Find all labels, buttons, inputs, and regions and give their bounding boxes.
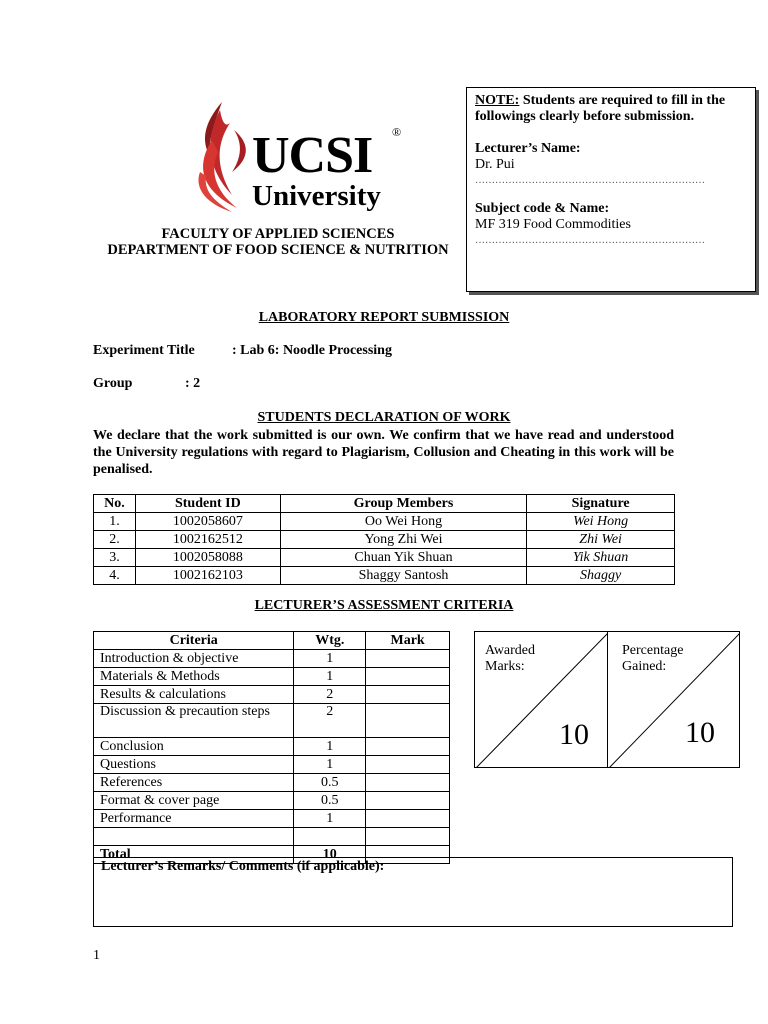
criteria-name: Questions [94, 756, 294, 774]
criteria-weight: 1 [294, 738, 366, 756]
table-row [94, 650, 450, 668]
note-body: Students are required to fill in the followings clearly before submission. [475, 93, 726, 124]
table-row [94, 810, 450, 828]
lecturer-name: Dr. Pui [475, 157, 515, 172]
declaration-text: We declare that the work submitted is our own. We confirm that we have read and understood the University regulations with regard to Plagiarism, Collusion and Cheating in this work will be penalised. [93, 428, 674, 477]
criteria-weight: 2 [294, 686, 366, 704]
row-signature: Zhi Wei [527, 531, 675, 549]
subject-name: MF 319 Food Commodities [475, 217, 631, 232]
percentage-box [607, 631, 740, 768]
header-weight: Wtg. [294, 632, 366, 650]
row-no: 4. [94, 567, 136, 585]
total-label: Total [94, 846, 294, 864]
criteria-name: Introduction & objective [94, 650, 294, 668]
header-mark: Mark [366, 632, 450, 650]
table-row [94, 756, 450, 774]
header-signature: Signature [527, 495, 675, 513]
criteria-weight: 1 [294, 810, 366, 828]
percentage-label [622, 643, 683, 675]
table-row [94, 704, 450, 738]
header-criteria: Criteria [94, 632, 294, 650]
row-student-id: 1002162512 [135, 531, 280, 549]
header-student-id: Student ID [135, 495, 280, 513]
logo-wordmark: UCSI [252, 127, 373, 184]
awarded-label-line1: Awarded [485, 643, 536, 658]
group-label: Group [93, 376, 133, 391]
experiment-label: Experiment Title [93, 343, 195, 358]
criteria-name: References [94, 774, 294, 792]
row-member: Oo Wei Hong [280, 513, 526, 531]
criteria-mark [366, 738, 450, 756]
table-row [94, 513, 675, 531]
criteria-weight: 0.5 [294, 792, 366, 810]
table-row [94, 738, 450, 756]
table-header-row [94, 632, 450, 650]
row-member: Chuan Yik Shuan [280, 549, 526, 567]
criteria-name: Conclusion [94, 738, 294, 756]
subject-label: Subject code & Name: [475, 201, 610, 216]
declaration-heading: STUDENTS DECLARATION OF WORK [257, 410, 511, 425]
table-row [94, 531, 675, 549]
remarks-box[interactable] [93, 857, 733, 927]
total-value: 10 [294, 846, 366, 864]
criteria-mark [366, 792, 450, 810]
experiment-title: : Lab 6: Noodle Processing [232, 343, 392, 358]
percentage-label-line1: Percentage [622, 643, 684, 658]
table-row [94, 792, 450, 810]
awarded-value: 10 [559, 718, 589, 751]
table-row [94, 686, 450, 704]
percentage-value: 10 [685, 716, 715, 749]
row-member: Yong Zhi Wei [280, 531, 526, 549]
remarks-label: Lecturer’s Remarks/ Comments (if applicable): [101, 859, 385, 874]
note-label: NOTE: [475, 93, 520, 108]
criteria-weight: 1 [294, 650, 366, 668]
page-number: 1 [93, 948, 100, 963]
subject-dots: …………………………………………………………… [475, 235, 705, 246]
criteria-weight: 2 [294, 704, 366, 738]
row-student-id: 1002058088 [135, 549, 280, 567]
criteria-mark [366, 756, 450, 774]
criteria-mark [366, 650, 450, 668]
criteria-table [93, 631, 450, 864]
criteria-mark [366, 704, 450, 738]
criteria-name: Results & calculations [94, 686, 294, 704]
criteria-mark [366, 810, 450, 828]
row-no: 2. [94, 531, 136, 549]
table-row [94, 549, 675, 567]
logo-subtitle: University [252, 180, 381, 212]
table-row [94, 828, 450, 846]
row-member: Shaggy Santosh [280, 567, 526, 585]
criteria-name: Performance [94, 810, 294, 828]
criteria-weight [294, 828, 366, 846]
criteria-weight: 0.5 [294, 774, 366, 792]
criteria-weight: 1 [294, 668, 366, 686]
row-no: 1. [94, 513, 136, 531]
registered-mark: ® [392, 125, 402, 139]
row-signature: Wei Hong [527, 513, 675, 531]
criteria-name: Format & cover page [94, 792, 294, 810]
note-box [466, 87, 756, 292]
criteria-name: Discussion & precaution steps [94, 704, 294, 738]
lecturer-dots: …………………………………………………………… [475, 175, 705, 186]
table-row [94, 567, 675, 585]
row-student-id: 1002058607 [135, 513, 280, 531]
table-header-row [94, 495, 675, 513]
criteria-name [94, 828, 294, 846]
percentage-label-line2: Gained: [622, 659, 667, 674]
table-row [94, 668, 450, 686]
awarded-label [485, 643, 535, 675]
criteria-weight: 1 [294, 756, 366, 774]
awarded-marks-box [474, 631, 608, 768]
note-text [475, 93, 747, 125]
criteria-name: Materials & Methods [94, 668, 294, 686]
criteria-mark [366, 668, 450, 686]
report-heading: LABORATORY REPORT SUBMISSION [258, 310, 510, 325]
header-no: No. [94, 495, 136, 513]
lecturer-label: Lecturer’s Name: [475, 141, 581, 156]
row-student-id: 1002162103 [135, 567, 280, 585]
row-signature: Shaggy [527, 567, 675, 585]
awarded-label-line2: Marks: [485, 659, 525, 674]
assessment-heading: LECTURER’S ASSESSMENT CRITERIA [254, 598, 514, 613]
faculty-name: FACULTY OF APPLIED SCIENCES [161, 226, 395, 242]
table-row [94, 774, 450, 792]
department-name: DEPARTMENT OF FOOD SCIENCE & NUTRITION [107, 242, 449, 258]
row-signature: Yik Shuan [527, 549, 675, 567]
criteria-mark [366, 686, 450, 704]
row-no: 3. [94, 549, 136, 567]
group-value: : 2 [185, 376, 201, 391]
criteria-mark [366, 774, 450, 792]
header-group-members: Group Members [280, 495, 526, 513]
students-table [93, 494, 675, 585]
criteria-mark [366, 828, 450, 846]
